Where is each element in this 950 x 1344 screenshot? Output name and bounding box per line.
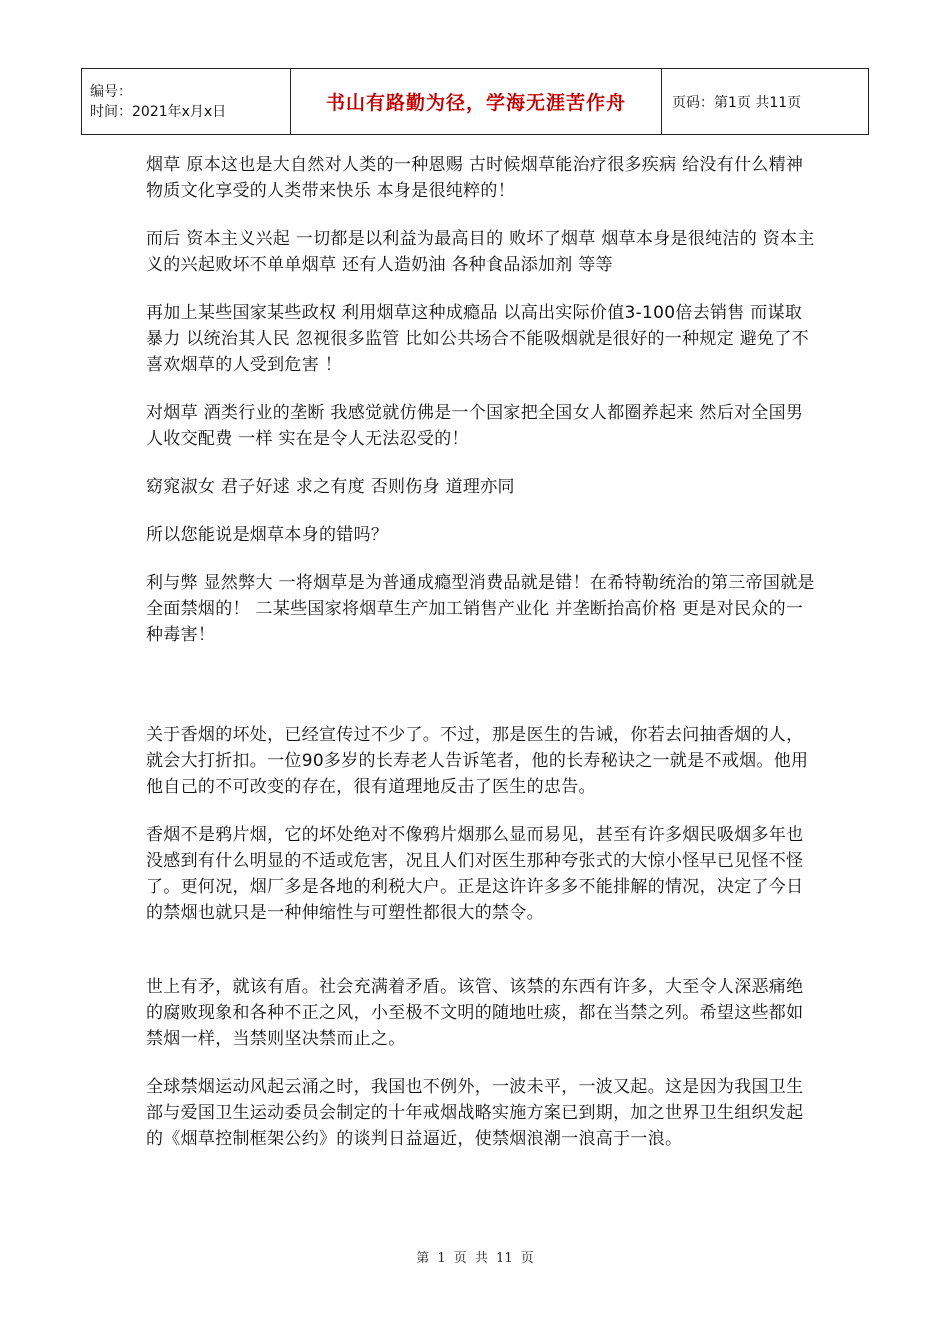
paragraph-5: 窈窕淑女 君子好逑 求之有度 否则伤身 道理亦同: [146, 477, 515, 497]
paragraph-1: 烟草 原本这也是大自然对人类的一种恩赐 古时候烟草能治疗很多疾病 给没有什么精神物质文化享受的人类带来快乐 本身是很纯粹的！: [146, 155, 804, 201]
paragraph-9: 香烟不是鸦片烟，它的坏处绝对不像鸦片烟那么显而易见，甚至有许多烟民吸烟多年也没感到有什么明显的不适或危害，况且人们对医生那种夸张式的大惊小怪早已见怪不怪了。更何况，烟厂多是各地的利税大户。正是这许许多多不能排解的情况，决定了今日的禁烟也就只是一种伸缩性与可塑性都很大的禁令。: [146, 825, 804, 923]
paragraph-2: 而后 资本主义兴起 一切都是以利益为最高目的 败坏了烟草 烟草本身是很纯洁的 资本主义的兴起败坏不单单烟草 还有人造奶油 各种食品添加剂 等等: [146, 229, 815, 275]
paragraph-6: 所以您能说是烟草本身的错吗？: [146, 525, 389, 545]
paragraph-7: 利与弊 显然弊大 一将烟草是为普通成瘾型消费品就是错！在希特勒统治的第三帝国就是全面禁烟的！ 二某些国家将烟草生产加工销售产业化 并垄断抬高价格 更是对民众的一种毒害！: [146, 573, 815, 645]
document-body: [146, 152, 816, 1152]
header-page-info: 页码：第1页 共11页: [662, 69, 869, 135]
paragraph-11: 全球禁烟运动风起云涌之时，我国也不例外，一波未平，一波又起。这是因为我国卫生部与爱国卫生运动委员会制定的十年戒烟战略实施方案已到期，加之世界卫生组织发起的《烟草控制框架公约》的谈判日益逼近，使禁烟浪潮一浪高于一浪。: [146, 1077, 804, 1149]
header-motto: 书山有路勤为径，学海无涯苦作舟: [291, 69, 662, 135]
paragraph-4: 对烟草 酒类行业的垄断 我感觉就仿佛是一个国家把全国女人都圈养起来 然后对全国男人收交配费 一样 实在是令人无法忍受的！: [146, 403, 804, 449]
paragraph-3: 再加上某些国家某些政权 利用烟草这种成瘾品 以高出实际价值3-100倍去销售 而谋取暴力 以统治其人民 忽视很多监管 比如公共场合不能吸烟就是很好的一种规定 避免了不喜欢烟草的人受到危害 ！: [146, 303, 809, 375]
date-label: 时间：2021年x月x日: [90, 103, 227, 120]
header-meta-cell: [82, 69, 291, 135]
document-header: [81, 68, 869, 135]
page-footer: 第 1 页 共 11 页: [416, 1251, 534, 1266]
number-label: 编号：: [90, 83, 132, 100]
paragraph-8: 关于香烟的坏处，已经宣传过不少了。不过，那是医生的告诫，你若去问抽香烟的人，就会大打折扣。一位90多岁的长寿老人告诉笔者，他的长寿秘诀之一就是不戒烟。他用他自己的不可改变的存在，很有道理地反击了医生的忠告。: [146, 725, 809, 797]
paragraph-10: 世上有矛，就该有盾。社会充满着矛盾。该管、该禁的东西有许多，大至令人深恶痛绝的腐败现象和各种不正之风，小至极不文明的随地吐痰，都在当禁之列。希望这些都如禁烟一样，当禁则坚决禁而止之。: [146, 977, 804, 1049]
